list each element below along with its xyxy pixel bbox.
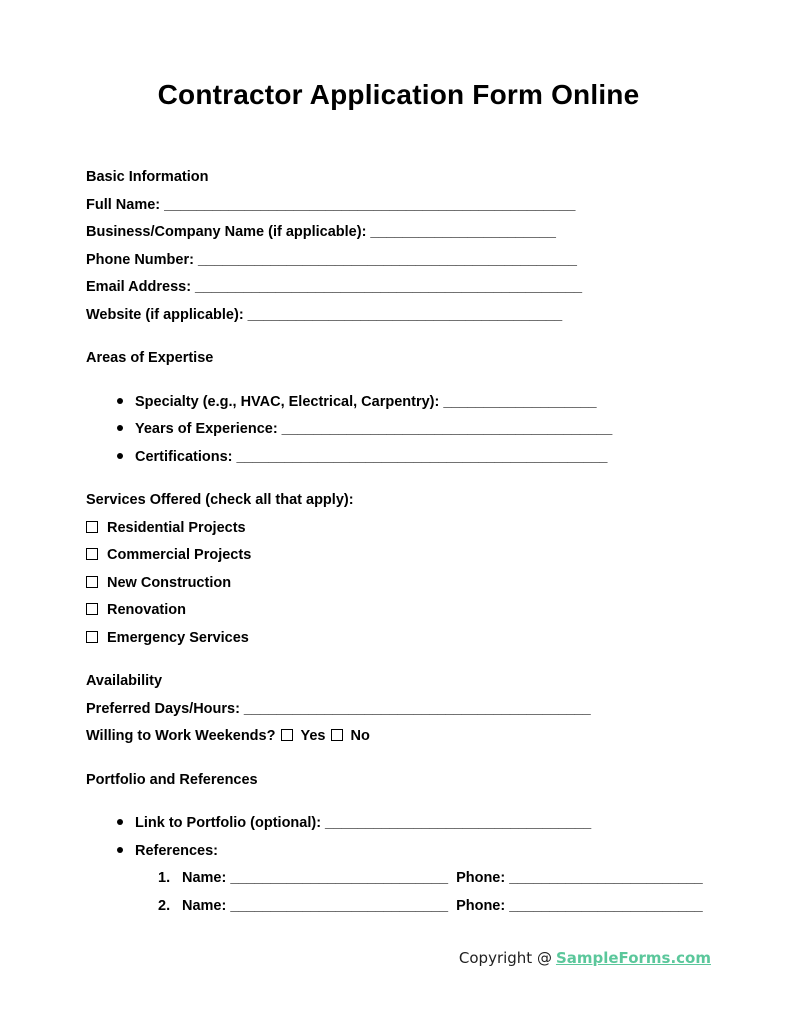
email-address-blank[interactable]: ________________________________________________	[195, 279, 583, 295]
service-option-emergency	[86, 625, 711, 653]
checkbox-icon[interactable]	[86, 576, 98, 588]
weekends-yes-label: Yes	[300, 728, 326, 744]
portfolio-references-heading: Portfolio and References	[86, 771, 258, 788]
reference-2-name-label: Name:	[182, 897, 227, 914]
weekends-question-label: Willing to Work Weekends?	[86, 728, 276, 744]
bullet-link-to-portfolio	[86, 810, 711, 838]
services-offered-heading: Services Offered (check all that apply):	[86, 492, 354, 508]
bullet-icon	[117, 425, 123, 431]
specialty-label: Specialty (e.g., HVAC, Electrical, Carpentry):	[135, 393, 440, 410]
field-full-name	[86, 192, 711, 220]
checkbox-icon[interactable]	[86, 603, 98, 615]
checkbox-icon[interactable]	[86, 631, 98, 643]
service-option-commercial	[86, 542, 711, 570]
emergency-services-label: Emergency Services	[107, 629, 249, 646]
availability-heading: Availability	[86, 673, 163, 689]
preferred-days-hours-label: Preferred Days/Hours:	[86, 700, 240, 717]
business-name-blank[interactable]: _______________________	[370, 224, 556, 240]
areas-of-expertise-heading: Areas of Expertise	[86, 350, 214, 366]
service-option-new-construction	[86, 570, 711, 598]
references-label: References:	[135, 842, 219, 859]
phone-number-label: Phone Number:	[86, 251, 194, 268]
service-option-renovation	[86, 597, 711, 625]
business-name-label: Business/Company Name (if applicable):	[86, 224, 367, 240]
bullet-icon	[117, 847, 123, 853]
weekends-no-label: No	[350, 728, 370, 744]
field-business-name	[86, 219, 711, 247]
reference-2-number: 2.	[158, 897, 171, 914]
phone-number-blank[interactable]: _______________________________________________	[197, 251, 577, 268]
residential-projects-label: Residential Projects	[107, 519, 246, 536]
certifications-label: Certifications:	[135, 448, 233, 465]
field-preferred-days-hours	[86, 696, 711, 724]
new-construction-label: New Construction	[107, 574, 232, 591]
reference-1-phone-blank[interactable]: ________________________	[509, 870, 703, 886]
bullet-icon	[117, 398, 123, 404]
checkbox-icon[interactable]	[86, 548, 98, 560]
years-experience-blank[interactable]: _________________________________________	[281, 421, 613, 437]
field-weekends	[86, 723, 711, 751]
full-name-label: Full Name:	[86, 196, 161, 213]
bullet-icon	[117, 819, 123, 825]
section-portfolio-references	[86, 767, 711, 921]
service-option-residential	[86, 515, 711, 543]
bullet-references	[86, 838, 711, 866]
field-website	[86, 302, 711, 330]
specialty-blank[interactable]: ___________________	[443, 393, 597, 410]
page-title: Contractor Application Form Online	[157, 79, 640, 110]
website-label: Website (if applicable):	[86, 306, 244, 323]
commercial-projects-label: Commercial Projects	[107, 547, 252, 563]
years-experience-label: Years of Experience:	[135, 421, 278, 437]
page-footer	[86, 946, 711, 970]
portfolio-link-blank[interactable]: _________________________________	[325, 815, 592, 831]
checkbox-icon[interactable]	[281, 729, 293, 741]
email-address-label: Email Address:	[86, 279, 192, 295]
reference-row-2	[86, 893, 711, 921]
reference-2-phone-label: Phone:	[456, 897, 506, 914]
bullet-icon	[117, 453, 123, 459]
footer-copyright-text: Copyright @	[458, 949, 552, 967]
checkbox-icon[interactable]	[86, 521, 98, 533]
preferred-days-hours-blank[interactable]: ___________________________________________	[243, 700, 591, 717]
reference-row-1	[86, 865, 711, 893]
bullet-certifications	[86, 444, 711, 472]
field-email-address	[86, 274, 711, 302]
renovation-label: Renovation	[107, 602, 186, 618]
website-blank[interactable]: _______________________________________	[247, 306, 563, 323]
reference-1-name-blank[interactable]: ___________________________	[230, 870, 449, 886]
section-areas-of-expertise	[86, 345, 711, 471]
full-name-blank[interactable]: ___________________________________________________	[164, 196, 576, 213]
checkbox-icon[interactable]	[331, 729, 343, 741]
field-phone-number	[86, 247, 711, 275]
reference-1-number: 1.	[158, 870, 171, 886]
footer-link[interactable]: SampleForms.com	[555, 949, 711, 967]
reference-1-phone-label: Phone:	[456, 870, 506, 886]
bullet-specialty	[86, 389, 711, 417]
section-basic-information	[86, 164, 711, 329]
reference-1-name-label: Name:	[182, 870, 227, 886]
reference-2-phone-blank[interactable]: ________________________	[509, 897, 703, 914]
bullet-years-experience	[86, 416, 711, 444]
portfolio-link-label: Link to Portfolio (optional):	[135, 815, 322, 831]
reference-2-name-blank[interactable]: ___________________________	[230, 897, 449, 914]
basic-information-heading: Basic Information	[86, 169, 209, 185]
section-services-offered	[86, 487, 711, 652]
section-availability	[86, 668, 711, 751]
certifications-blank[interactable]: ______________________________________________	[236, 448, 608, 465]
